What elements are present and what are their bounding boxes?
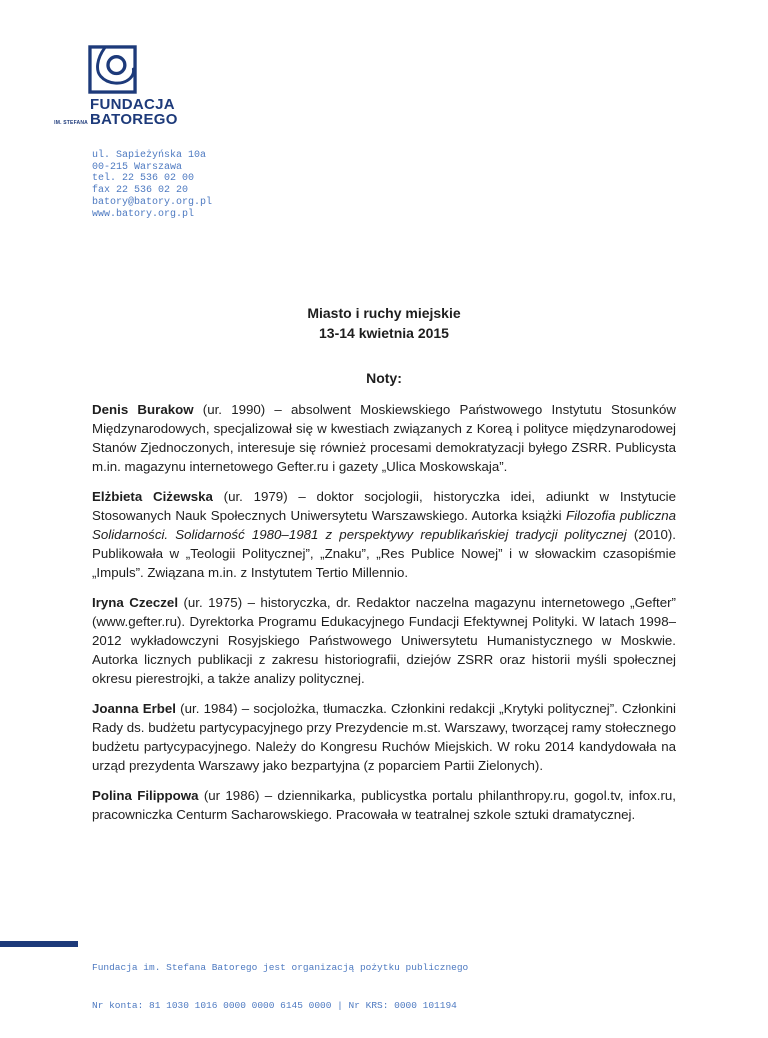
footer-account-krs: Nr konta: 81 1030 1016 0000 0000 6145 0000 | Nr KRS: 0000 101194 [92, 999, 457, 1011]
person-name: Joanna Erbel [92, 701, 176, 716]
contact-line: ul. Sapieżyńska 10a [92, 150, 207, 161]
event-title: Miasto i ruchy miejskie [307, 305, 461, 321]
contact-line: batory@batory.org.pl [92, 196, 213, 208]
footer-org-status: Fundacja im. Stefana Batorego jest organizacją pożytku publicznego [92, 961, 469, 973]
person-name: Denis Burakow [92, 402, 194, 417]
bios-list [92, 400, 676, 835]
person-name: Elżbieta Ciżewska [92, 489, 213, 504]
bio-paragraph [92, 400, 676, 476]
bio-text: (2010). Publikowała w „Teologii Politycznej”, „Znaku”, „Res Publice Nowej” i w słowackim czasopiśmie „Impuls”. Związana m.in. z Instytutem Tertio Millennio. [92, 527, 676, 580]
bio-text: (ur 1986) – dziennikarka, publicystka portalu philanthropy.ru, gogol.tv, infox.ru, pracowniczka Centurm Sacharowskiego. Pracowała w teatralnej szkole sztuki dramatycznej. [92, 788, 677, 822]
bio-text: (ur. 1975) – historyczka, dr. Redaktor naczelna magazynu internetowego „Gefter” (www.gefter.ru). Dyrektorka Programu Edukacyjnego Fundacji Efektywnej Polityki. W latach 1998–2012 wykładowczyni Rosyjskiego Państwowego Uniwersytetu Humanistycznego w Moskwie. Autorka licznych publikacji z zakresu historiografii, dziejów ZSRR oraz historii myśli społecznej okresu pierestrojki, a także analizy politycznej. [92, 595, 676, 686]
contact-line: 00-215 Warszawa [92, 161, 183, 173]
contact-address-block [92, 150, 212, 220]
person-name: Polina Filippowa [92, 788, 199, 803]
bio-text: Filozofia publiczna Solidarności. Solidarność 1980–1981 z perspektywy republikańskiej tradycji politycznej [92, 508, 677, 542]
document-title [0, 303, 768, 343]
contact-line: fax 22 536 02 20 [92, 185, 189, 197]
person-name: Iryna Czeczel [92, 595, 179, 610]
logo-wordmark-line2: BATOREGO [90, 111, 178, 128]
bio-paragraph [92, 593, 676, 688]
logo-wordmark-line1: FUNDACJA [90, 96, 175, 113]
batory-logo-icon [88, 45, 137, 94]
contact-line: tel. 22 536 02 00 [92, 173, 195, 185]
bio-paragraph [92, 487, 676, 582]
contact-line: www.batory.org.pl [92, 208, 195, 220]
bio-text: (ur. 1979) – doktor socjologii, historyczka idei, adiunkt w Instytucie Stosowanych Nauk Społecznych Uniwersytetu Warszawskiego. Autorka książki [92, 489, 677, 523]
bio-paragraph [92, 786, 676, 824]
bio-text: (ur. 1984) – socjolożka, tłumaczka. Członkini redakcji „Krytyki politycznej”. Członkini Rady ds. budżetu partycypacyjnego przy Prezydencie m.st. Warszawy, tworzącej ramy stołecznego budżetu partycypacyjnego. Należy do Kongresu Ruchów Miejskich. W roku 2014 kandydowała na urząd prezydenta Warszawy jako bezpartyjna (z poparciem Partii Zielonych). [92, 701, 676, 773]
section-heading: Noty: [366, 370, 402, 386]
footer-accent-bar [0, 941, 78, 947]
footer-text-block [92, 936, 468, 1038]
bio-paragraph [92, 699, 676, 775]
bio-text: (ur. 1990) – absolwent Moskiewskiego Państwowego Instytutu Stosunków Międzynarodowych, specjalizował się w kwestiach związanych z Koreą i polityce międzynarodowej Stanów Zjednoczonych, interesuje się również procesami demokratyzacji byłego ZSRR. Publicysta m.in. magazynu internetowego Gefter.ru i gazety „Ulica Moskowskaja”. [92, 402, 676, 474]
event-date: 13-14 kwietnia 2015 [319, 325, 449, 341]
logo-prefix-text: IM. STEFANA [54, 120, 88, 126]
